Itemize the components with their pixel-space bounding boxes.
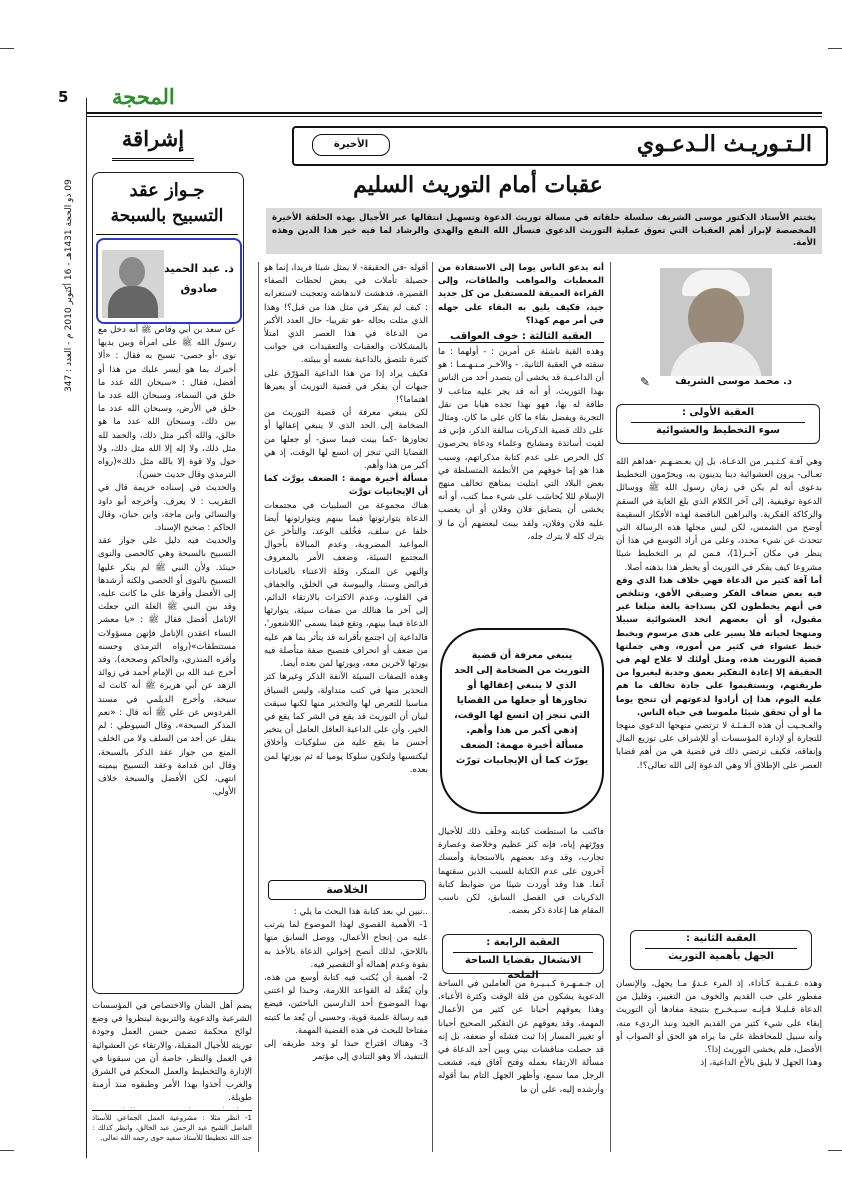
sidebar-title-rule [96,234,238,235]
paragraph: فاكتب ما استطعت كتابته وخلّف ذلك للأجيال وورّثهم إياه، فإنه كنز عظيم وخلاصة وعصارة تجارب، وقد وعد بعضهم بالاستجابة وأمسك آخرون على عدم الكتابة للسبب الذين سقتهما آنفا. هذا وقد أوردت شيئا من ضوابط كتابة الذكريات في الفصل السابق، لكن ناسب المقام هنا إعادة ذكر بعضه. [438,827,604,917]
paragraph: أنه يدعو الناس يوما إلى الاستفادة من المعطيات والمواهب والطاقات، وإلى القراءة العميقة للمستقبل من كل جديد جيد، فكيف يليق به البقاء على جهله في أمر مهم كهذا؟ [438,263,604,326]
paragraph [92,1106,252,1108]
paragraph: والعـجـيب أن هذه الـفـئـة لا ترتضي منهجها الدعوي منهجا للتجارة أو لإدارة المؤسسات أو للإشراف على توزيع المال وإنفاقه، فكيف ترتضي ذلك في قضية هي من أهم قضايا العصر على الإطلاق ألا وهي الدعوة إلى الله تعالى؟!. [616,721,822,771]
heading-obstacle-4 [442,934,604,981]
paragraph: 2- أهمية أن يُكتب فيه كتابة أوسع من هذه، وأن يُقعَّد له القواعد اللازمة، وحبذا لو اعتنى بهذا الموضوع أحد الدارسين الباحثين، فيضع فيه رسالة علمية قوية، وحسبي أن يُعد ما كتبته مفتاحا للبحث في هذه القضية المهمة. [264,973,428,1036]
column-rule [258,262,259,1152]
column-rule [432,262,433,1152]
heading-obstacle-3: العقبة الثالثة : خوف العواقب [438,331,604,343]
sidebar-body [98,324,236,988]
heading-label: العقبة الرابعة : [486,937,560,948]
paragraph: 3- وهناك اقتراح حبذا لو وجد طريقه إلى التنفيذ، ألا وهو التنادي إلى مؤتمر [264,1039,428,1063]
sidebar-paragraph: عن سعد بن أبي وقاص ﷺ أنه دخل مع رسول الله ﷺ على امرأة وبين يديها نوى -أو حصى- تسبح به فقال : «ألا أخبرك بما هو أيسر عليك من هذا أو أفضل، فقال : «سبحان الله عدد ما خلق في السماء، وسبحان الله عدد ما خلق في الأرض، وسبحان الله عدد ما بين ذلك، وسبحان الله عدد ما هو خالق، والله أكبر مثل ذلك، والحمد لله مثل ذلك، ولا إله إلا الله مثل ذلك، ولا حول ولا قوة إلا بالله مثل ذلك»(رواه الترمذي وقال حديث حسن). [98,325,236,481]
heading-obstacle-1 [616,404,820,444]
pull-quote-text: ينبغي معرفة أن قضية التوريث من الضخامة إلى الحد الذي لا ينبغي إغفالها أو تجاوزها أو جعلها من القضايا التي تنجز إن اتسع لها الوقت، إذهي أكبر من هذا وأهم. مسألة أخيرة مهمة: الضعف يورّث كما أن الإيجابيات تورّث [454,650,590,766]
crop-mark [828,48,842,49]
heading-label: سوء التخطيط والعشوائية [631,422,805,438]
paragraph: 1- الأهمية القصوى لهذا الموضوع لما يترتب عليه من إنجاح الأعمال، ووصل السابق منها باللاحق، لذلك أنصح إخواني الدعاة بالأخذ به بقوة وعدم إهماله أو التقصير فيه. [264,920,428,970]
sidebar-title-line1: جـواز عقد [129,180,205,201]
header-rule [86,112,822,114]
paragraph: وهي آفـة كـثـيـر من الدعـاة، بل إن بعـضـهـم -هداهم الله تعـالى- يرون العشوائية دينا يدينون به، ويحرّمون التخطيط بدعوى أنه لم يكن في زمان رسول الله ﷺ ووسائل الدعوة توقيفية، إلى آخر الكلام الذي بلغ الغاية في السقم والركاكة الفكرية. والبراهين الناقضة لهذه الأفكار السقيمة أوضح من الشمس، لكن ليس محلها هذه الرسالة التي تتحدث عن شيء محدد، وعلى من أراد التوسع في هذا أن ينظر في مكان آخـر(1)، فـمن لم ير التخطيط شيئا مشروعا كيف يفكر في التوريث أو يخطر هذا بذهنه أصلا. [616,457,822,573]
series-title-frame [292,126,828,166]
sidebar-author-line2: صادوق [180,282,218,295]
magazine-title: المحجة [112,84,175,109]
footnote: 1- انظر مثلا : مشروعية العمل الجماعي للأستاذ الفاضل الشيخ عبد الرحمن عبد الخالق، وانظر كذلك : جند الله تخطيطا للأستاذ سعيد حوى رحمه الله تعالى. [92,1114,252,1142]
heading-label: الجهل بأهمية التوريث [645,948,797,964]
page-number: 5 [58,88,69,106]
crop-mark [828,1150,842,1151]
heading-label: العقبة الأولى : [681,407,755,418]
column-2-body-c [438,978,604,1152]
conclusion-heading: الخلاصة [268,880,426,900]
sidebar-author-line1: ذ. عبد الحميد [164,262,234,275]
column-2-body-a [438,262,604,662]
pen-icon: ✎ [640,375,651,389]
section-logo: إشراقة [112,122,194,161]
crop-mark [0,48,14,49]
author-card [96,238,242,324]
intro-box: يختتم الأستاذ الدكتور موسى الشريف سلسلة حلقاته في مسالة توريث الدعوة وتسهيل انتقالها عبر الأجيال بهذه الحلقة الأخيرة المخصصة لإبراز أهم العقبات التي تعوق عملية التوريث الدعوي فنسأل الله النفع والهدي والرشاد لما فيه خير هذا الدين وهذه الأمة. [266,208,822,254]
series-title: الـتـوريـث الـدعـوي [636,131,812,157]
paragraph: هناك مجموعة من السلبيات في مجتمعات الدعاة يتوارثونها فيما بينهم ويتوارثونها أيضا خلفا عن سلف، فخُلف الوعد، والتأخر عن المواعيد المضروبة، وعدم المبالاة بأحوال المجتمع السيئة، وضعف الأمر بالمعروف والنهي عن المنكر، وقلة الاعتناء بالعبادات فرائض وسننا، واليبوسة في الخلق، والجفاف في القلوب، وعدم الاكتراث بالارتقاء الدائم، إلى آخر ما هنالك من صفات سيئة، يتوارثها الدعاة فيما بينهم، وتقع فيما يسمى 'اللاشعور'، فالداعية إن اجتمع بأقرانه قد يتأثر بما هم عليه من ضعف أو انحراف فتصبح صفة متأصلة فيه يورثها لآخرين معه، ويورثها لمن بعده أيضا. [264,500,428,670]
column-3-body-b [264,906,428,1152]
heading-label: الانشغال بقضايا الساحة الملحة [453,952,593,983]
author-photo [102,250,164,318]
column-rule [610,262,611,1152]
sidebar-paragraph: والحديث في إسناده خزيمة قال في التقريب : لا يعرف. وأخرجه أبو داود والنسائي وابن ماجة، وابن حبان، وقال الحاكم : صحيح الإسناد. [98,483,236,534]
pull-quote [440,628,604,814]
paragraph: إن جـمـهـرة كـبـيـرة من العاملين في الساحة الدعوية يشكون من قلة الوقت وكثرة الأعباء، وهذا يعوقهم أحيانا عن كثير من الأعمال المهمة، وقد يعوقهم عن التفكير الصحيح أحيانا أو تغيير المسار إذا ثبت فشله أو ضعفه، بل إنه قد حصلت مناقشات بيني وبين أحد الدعاة في مسألة الارتقاء بعمله وفتح آفاق فيه، فشعب الرجل مما سمع، وأظهر الجهل التام بما أقوله وأرشده إليه، على أن ما [438,979,604,1095]
footnote-rule [92,1110,252,1111]
column-3-body-a [264,262,428,874]
column-2-body-b [438,826,604,930]
crop-mark [0,1150,14,1151]
paragraph: وهذه القبة ناشئة عن أمرين : - أولهما : ما سقته في العقبة الثانية. - والآخـر مـنـهـمـا : هو أن الداعـيـة قد يخشى أن يتصدر أحد من الناس بهذا التوريث، أو أنه قد يجر عليه متاعب لا طاقة له بها، فهو بهذا تجده هيابا من نقل التجربة ويفضل بقاء ما كان على ما كان. ومثال على ذلك قضية الذكريات سالفة الذكر، فإني قد لقيت أساتذة ومشايخ وعلماء ودعاة يحرصون كل الحرص على عدم كتابة مذكراتهم، وسبب هذا هو إما خوفهم من الأنظمة المتسلطة في بعض البلاد التي ابتليت بمناهج تخالف منهج الإسلام لئلا يُحاسَب على شيء مما كتب، أو أنه يخشى أن يتضايق فلان وفلان أو أن يغضب عليه فلان وفلان، ولقد بينت لبعضهم أن ما لا يترك كله لا يترك جله، [438,347,604,542]
column-4-body [92,1000,252,1108]
sidebar-title-line2: التسبيح بالسبحة [110,206,224,226]
headline: عقبات أمام التوريث السليم [353,172,603,198]
author-portrait-area [616,262,822,394]
date-line: 09 ذو الحجة 1431هـ - 16 أكتوبر 2010 م - العدد : 347 [64,179,74,392]
column-1-body-a [616,456,822,926]
paragraph: لكن ينبغي معرفة أن قضية التوريث من الضخامة إلى الحد الذي لا ينبغي إغفالها أو تجاوزها -كما بينت فيما سبق- أو جعلها من القضايا التي تنجز إن اتسع لها الوقت، إذ هي أكبر من هذا وأهم. [264,408,428,472]
paragraph: أما آفة كثير من الدعاة فهي خلاف هذا الذي وقع فيه بعض ضعاف الفكر وضيقي الأفق، وتتلخص في أنهم يخططون لكن بسذاجة بالغة مبلغا غير مقبول، أو أن بعضهم اتخذ العشوائية سبيلا ومنهجا لحياته فلا يسير على هدى مرسوم ويخبط خبط عشواء في كثير من أموره، وهي جملتها قضية التوريث هذه، ومثل أولئك لا علاج لهم في الحقيقة إلا إعادة التفكير بعمق وجدية ليغيروا من طريقتهم، ويستقيموا على جادة تخالف ما هم عليه اليوم، هذا إن أرادوا لدعوتهم أن تنجح يوما ما أو أن تحقق شيئا ملموسا في حياة الناس. [616,575,822,718]
paragraph: ..تبين لي بعد كتابة هذا البحث ما يلي : [293,907,428,917]
paragraph: وهذه الصفات السيئة الآنفة الذكر وغيرها كثر التحذير منها في كتب متداولة، وليس السياق مناسبا للتعرض لها والتحذير منها لكنها سيقت لبيان أن التوريث قد يقع في الشر كما يقع في الخير، وأن على الداعية العاقل العامل أن يتخير أحسن ما يقع عليه من سلوكيات وأخلاق ليكتسبها ولتكون سلوكا يوميا له ثم يورثها لمن بعده. [264,672,428,775]
paragraph: مسألة أخيرة مهمة : الضعف يورَّث كما أن الإيجابيات تورَّث [264,474,428,498]
section-badge: الأخيرة [312,134,390,156]
heading-obstacle-2 [630,930,812,970]
paragraph: وهذا الجهل لا يليق بالأخ الداعية، إذ [700,1058,822,1069]
header-rule [86,116,822,117]
paragraph: يضم أهل الشأن والاختصاص في المؤسسات الشرعية والدعوية والتربوية لينظروا في وضع لوائح محكمة تضمن حسن العمل وجودة توريثه للأجيال المقبلة، والارتقاء عن العشوائية في العمل والنظر، خاصة أن من سبقونا في الإدارة والتخطيط والعمل المحكم في الشرق والغرب أخذوا بهذا الأمر وطبقوه منذ أزمنة طويلة. [92,1001,252,1104]
paragraph: أقوله -في الحقيقة- لا يمثل شيئا فريدا، إنما هو حصيلة تأملات في بعض لحظات الصفاء القصيرة، فدهشت لاندهاشه وتعجبت لاستغرابه : كيف لم يفكر في مثل هذا من قبل؟! وهذا الذي مثلت بحاله -هو تقريبا- حال العدد الأكبر من الدعاة في هذا العصر الذي امتلأ بالمشكلات والعقبات والتعقيدات في جوانب كثيرة تلتصق بالداعية نفسه أو ببيئته. [264,263,428,366]
paragraph: فكيف يراد إذا من هذا الداعية المؤرّق على جبهات أن يفكر في قضية التوريث أو يعيرها اهتماما؟! [264,368,428,406]
paragraph: وهذه عـقـبـة كـأداء، إذ المرء عـدوٌ مـا يجهل، والإنسان مفطور على حب القديم والخوف من التغيير، وقليل من الدعاة قـليـلا فـإنـه سـيـخـرج بنتيجة مفادها أن التوريث إبقاء على شيء كثير من القديم الجيد ونبذ الرديء منه، وأنه سبيل للمحافظة على ما يراه هو الحق أو الصواب أو الأفضل، فلم يخشى التوريث إذا؟. [616,979,822,1056]
author-name: د. محمد موسى الشريف [675,376,792,387]
margin-rule [86,98,87,1158]
column-1-body-b [616,978,822,1152]
author-portrait [660,268,772,376]
heading-label: العقبة الثانية : [685,933,757,944]
sidebar-paragraph: والحديث فيه دليل على جواز عقد التسبيح بالسبحة وهي كالحصى والنوى حينئذ. ولأن النبي ﷺ لم ينكر عليها التسبيح بالنوى أو الحصى ولكنه أرشدها إلى الأفضل وأقرها على ما كانت عليه، وقد بين النبي ﷺ العلة التي جعلت الإنامل أفضل فقال ﷺ : «يا معشر النساء اعقدن الإنامل فإنهن مسؤولات مستنطقات»(رواه الترمذي وحسنه وأقره المنذري، والحاكم وصححه)، وقد أخرج عبد الله بن الإمام أحمد في زوائد الزهد عن أبي هريرة ﷺ أنه كانت له سبحة، وأخرج الديلمي في مسند الفردوس عن علي ﷺ أنه قال : «نعم المذكر السبحة»، وقال السيوطي : لم ينقل عن أحد من السلف ولا من الخلف المنع من جواز عقد الذكر بالسبحة، وقال ابن قدامة وعقد التسبيح بيمينه انتهى، لكن الأفضل والسبحة خلاف الأولى. [98,536,236,798]
